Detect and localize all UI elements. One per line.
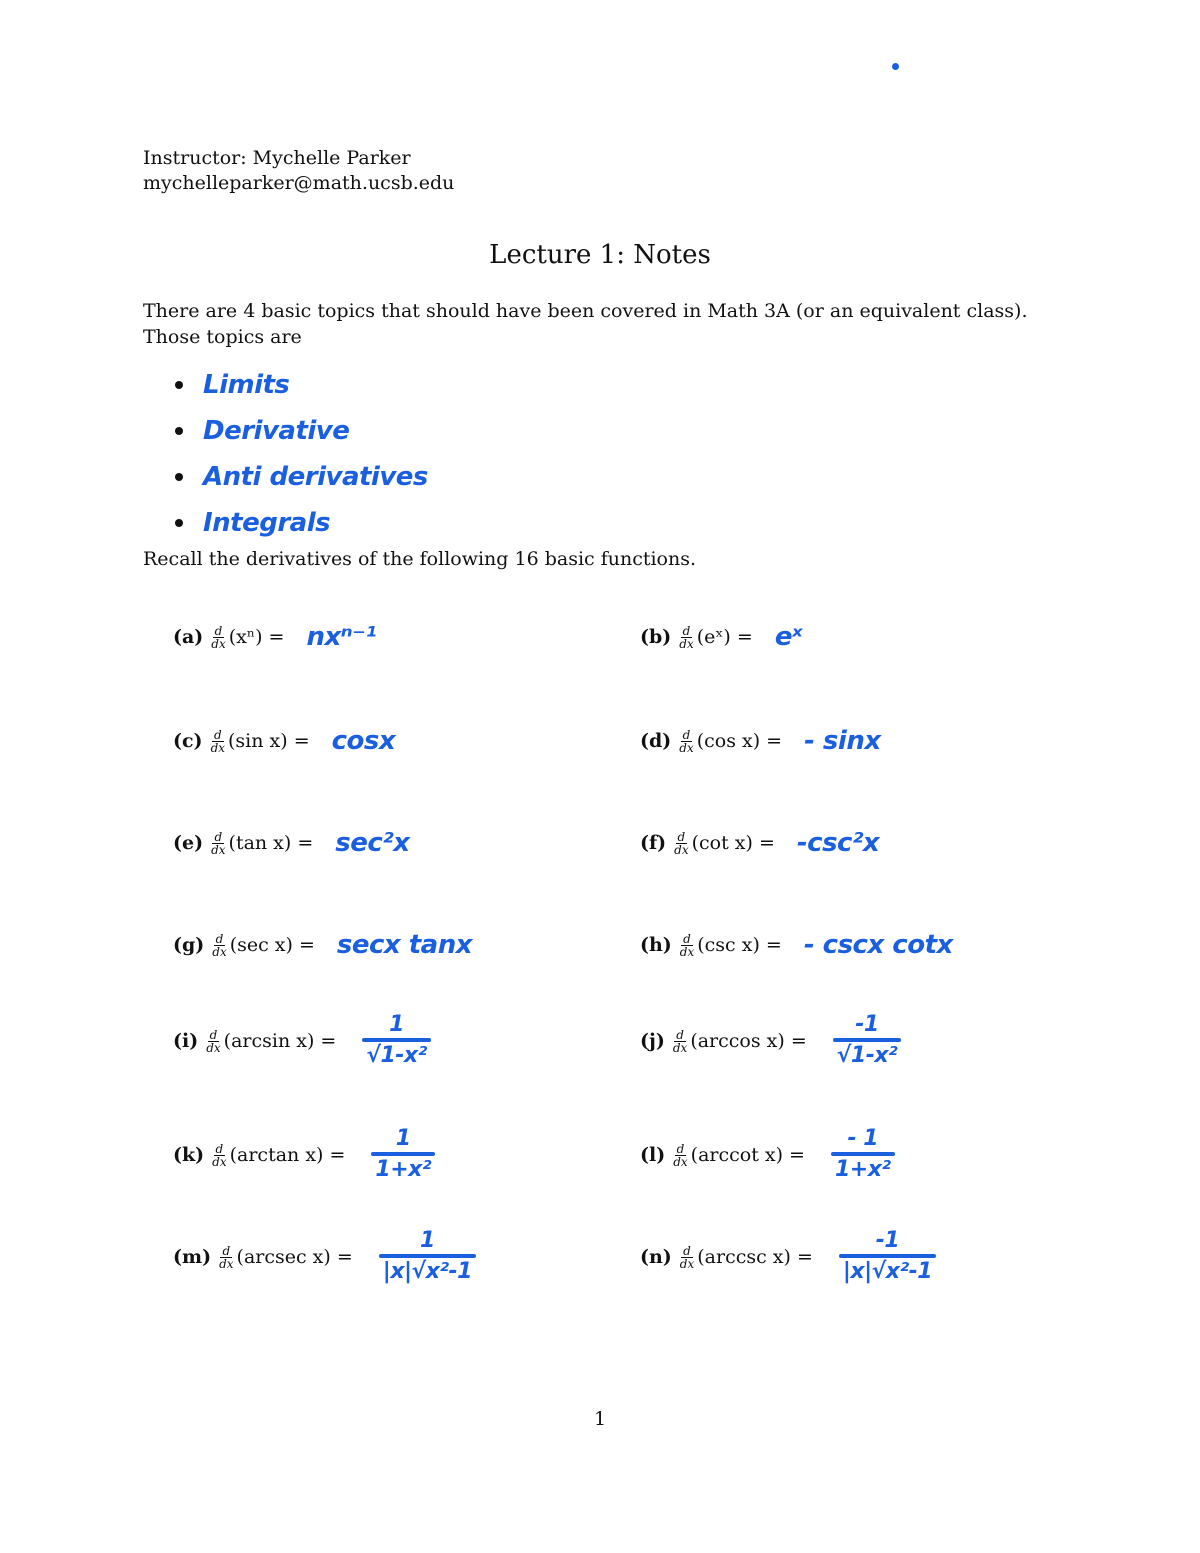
handwritten-fraction — [379, 1228, 476, 1286]
handwritten-answer: cosx — [331, 726, 396, 756]
handwritten-answer: sec²x — [335, 828, 410, 858]
function-expression: (tan x) = — [228, 832, 314, 854]
fraction-denominator: 1+x² — [834, 1157, 891, 1182]
function-expression: (arccos x) = — [690, 1030, 807, 1052]
item-label: (f) — [640, 832, 667, 854]
list-item — [175, 500, 428, 546]
topic-derivative: Derivative — [203, 416, 350, 446]
ddx-operator: $\frac{d}{dx}$ — [212, 1141, 227, 1169]
function-expression: (arcsin x) = — [223, 1030, 337, 1052]
ddx-operator: $\frac{d}{dx}$ — [212, 931, 227, 959]
ink-dot — [892, 63, 899, 70]
item-label: (a) — [173, 626, 204, 648]
derivative-g — [173, 930, 472, 960]
topic-limits: Limits — [203, 370, 290, 400]
ddx-operator: $\frac{d}{dx}$ — [679, 727, 694, 755]
derivative-i — [173, 1012, 431, 1070]
topics-list — [175, 362, 428, 546]
handwritten-answer: - sinx — [804, 726, 881, 756]
ddx-operator: $\frac{d}{dx}$ — [219, 1243, 234, 1271]
ddx-operator: $\frac{d}{dx}$ — [679, 931, 695, 959]
bullet-icon — [175, 427, 183, 435]
instructor-email: mychelleparker@math.ucsb.edu — [143, 172, 455, 194]
fraction-denominator: 1+x² — [375, 1157, 431, 1182]
fraction-numerator: 1 — [419, 1228, 435, 1253]
instructor-name: Instructor: Mychelle Parker — [143, 147, 411, 169]
item-label: (c) — [173, 730, 203, 752]
item-label: (e) — [173, 832, 204, 854]
bullet-icon — [175, 519, 183, 527]
ddx-operator: $\frac{d}{dx}$ — [673, 1141, 688, 1169]
function-expression: (xⁿ) = — [228, 626, 285, 648]
function-expression: (sin x) = — [228, 730, 310, 752]
item-label: (i) — [173, 1030, 199, 1052]
handwritten-fraction — [371, 1126, 435, 1184]
item-label: (m) — [173, 1246, 212, 1268]
list-item — [175, 408, 428, 454]
fraction-denominator: |x|√x²-1 — [842, 1259, 933, 1284]
item-label: (n) — [640, 1246, 672, 1268]
derivative-b — [640, 622, 802, 652]
function-expression: (cos x) = — [696, 730, 783, 752]
fraction-denominator: √1-x² — [836, 1043, 898, 1068]
handwritten-fraction — [362, 1012, 430, 1070]
derivative-e — [173, 828, 409, 858]
ddx-operator: $\frac{d}{dx}$ — [679, 623, 694, 651]
derivative-a — [173, 622, 376, 652]
function-expression: (cot x) = — [691, 832, 775, 854]
recall-sentence: Recall the derivatives of the following 16 basic functions. — [143, 548, 697, 570]
function-expression: (csc x) = — [697, 934, 782, 956]
fraction-numerator: - 1 — [847, 1126, 879, 1151]
derivative-f — [640, 828, 879, 858]
fraction-numerator: -1 — [875, 1228, 900, 1253]
derivative-c — [173, 726, 395, 756]
handwritten-answer: -csc²x — [796, 828, 880, 858]
derivative-l — [640, 1126, 895, 1184]
fraction-denominator: |x|√x²-1 — [382, 1259, 472, 1284]
function-expression: (arccot x) = — [690, 1144, 805, 1166]
fraction-numerator: 1 — [389, 1012, 404, 1037]
fraction-numerator: 1 — [395, 1126, 411, 1151]
function-expression: (eˣ) = — [696, 626, 753, 648]
header — [143, 146, 454, 196]
handwritten-answer: secx tanx — [336, 930, 473, 960]
ddx-operator: $\frac{d}{dx}$ — [679, 1243, 695, 1271]
item-label: (l) — [640, 1144, 666, 1166]
item-label: (b) — [640, 626, 672, 648]
topic-integrals: Integrals — [203, 508, 331, 538]
page-number: 1 — [593, 1408, 607, 1430]
function-expression: (arctan x) = — [229, 1144, 346, 1166]
derivative-k — [173, 1126, 435, 1184]
derivative-n — [640, 1228, 936, 1286]
page-title: Lecture 1: Notes — [489, 240, 711, 270]
function-expression: (arcsec x) = — [236, 1246, 353, 1268]
handwritten-fraction — [831, 1126, 895, 1184]
intro-paragraph: There are 4 basic topics that should have been covered in Math 3A (or an equivalent class). Those topics are — [143, 300, 1028, 348]
list-item — [175, 362, 428, 408]
list-item — [175, 454, 428, 500]
handwritten-answer: - cscx cotx — [803, 930, 953, 960]
item-label: (j) — [640, 1030, 665, 1052]
ddx-operator: $\frac{d}{dx}$ — [206, 1027, 221, 1055]
item-label: (h) — [640, 934, 672, 956]
ddx-operator: $\frac{d}{dx}$ — [211, 623, 226, 651]
function-expression: (arccsc x) = — [697, 1246, 813, 1268]
item-label: (k) — [173, 1144, 205, 1166]
fraction-denominator: √1-x² — [366, 1043, 427, 1068]
item-label: (g) — [173, 934, 205, 956]
fraction-numerator: -1 — [855, 1012, 879, 1037]
ddx-operator: $\frac{d}{dx}$ — [211, 829, 226, 857]
bullet-icon — [175, 473, 183, 481]
item-label: (d) — [640, 730, 672, 752]
derivative-d — [640, 726, 881, 756]
handwritten-answer: nxⁿ⁻¹ — [306, 622, 377, 652]
topic-antiderivatives: Anti derivatives — [203, 462, 428, 492]
derivative-j — [640, 1012, 901, 1070]
derivative-m — [173, 1228, 476, 1286]
handwritten-fraction — [839, 1228, 936, 1286]
derivative-h — [640, 930, 953, 960]
handwritten-answer: eˣ — [774, 622, 803, 652]
ddx-operator: $\frac{d}{dx}$ — [674, 829, 689, 857]
function-expression: (sec x) = — [229, 934, 315, 956]
ddx-operator: $\frac{d}{dx}$ — [210, 727, 226, 755]
ddx-operator: $\frac{d}{dx}$ — [672, 1027, 688, 1055]
bullet-icon — [175, 381, 183, 389]
handwritten-fraction — [833, 1012, 901, 1070]
